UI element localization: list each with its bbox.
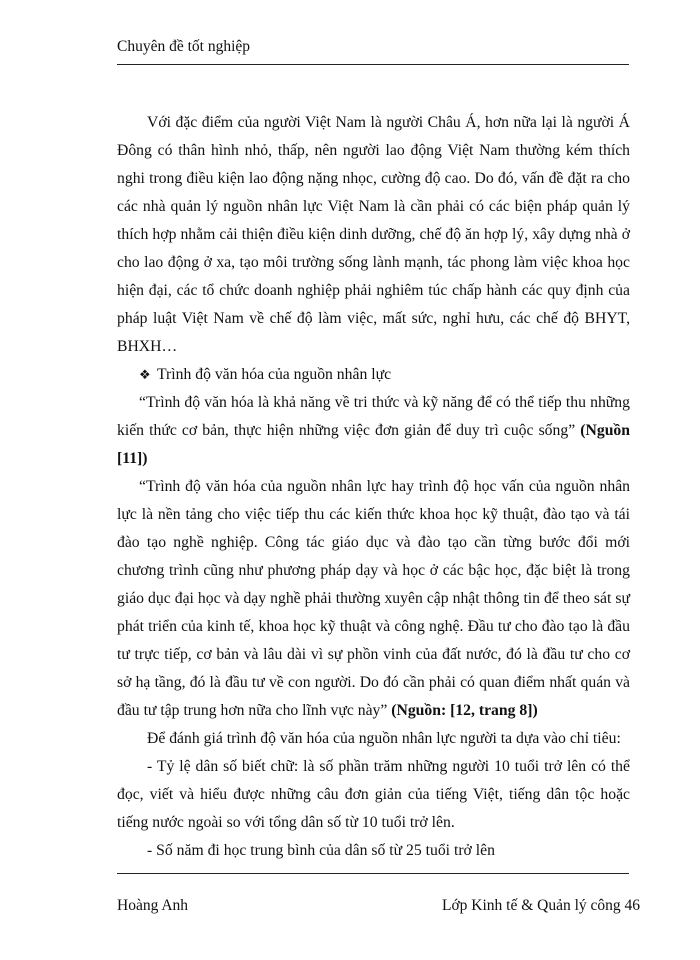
paragraph-physical-traits: Với đặc điểm của người Việt Nam là người Châu Á, hơn nữa lại là người Á Đông có thân hình nhỏ, thấp, nên người lao động Việt Nam thường kém thích nghi trong điều kiện lao động nặng nhọc, cường độ cao. Do đó, vấn đề đặt ra cho các nhà quản lý nguồn nhân lực Việt Nam là cần phải có các biện pháp quản lý thích hợp nhằm cải thiện điều kiện dinh dưỡng, chế độ ăn hợp lý, xây dựng nhà ở cho lao động ở xa, tạo môi trường sống lành mạnh, tác phong làm việc khoa học hiện đại, các tổ chức doanh nghiệp phải nghiêm túc chấp hành các quy định của pháp luật Việt Nam về chế độ làm việc, mất sức, nghỉ hưu, các chế độ BHYT, BHXH… (117, 114, 630, 355)
footer-author: Hoàng Anh (117, 897, 189, 914)
paragraph-indicators-intro: Để đánh giá trình độ văn hóa của nguồn nhân lực người ta dựa vào chỉ tiêu: (147, 730, 621, 747)
definition-source: (Nguồn [11]) (117, 422, 630, 467)
paragraph-definition (117, 389, 630, 473)
page-body (117, 109, 630, 865)
bullet-heading (117, 361, 630, 389)
education-source: (Nguồn: [12, trang 8]) (391, 702, 538, 719)
definition-quote: “Trình độ văn hóa là khả năng về tri thức và kỹ năng để có thể tiếp thu những kiến thức cơ bản, thực hiện những việc đơn giản để duy trì cuộc sống” (117, 394, 630, 439)
indicator-literacy-rate: - Tỷ lệ dân số biết chữ: là số phần trăm những người 10 tuổi trở lên có thể đọc, viết và hiểu được những câu đơn giản của tiếng Việt, tiếng dân tộc hoặc tiếng nước ngoài so với tổng dân số từ 10 tuổi trở lên. (117, 758, 630, 831)
bullet-heading-text: Trình độ văn hóa của nguồn nhân lực (157, 366, 392, 383)
footer-divider (117, 873, 629, 874)
header-divider (117, 64, 629, 65)
indicator-school-years: - Số năm đi học trung bình của dân số từ 25 tuổi trở lên (147, 842, 495, 859)
education-quote: “Trình độ văn hóa của nguồn nhân lực hay trình độ học vấn của nguồn nhân lực là nền tảng cho việc tiếp thu các kiến thức khoa học kỹ thuật, đào tạo và tái đào tạo nghề nghiệp. Công tác giáo dục và đào tạo cần từng bước đổi mới chương trình cũng như phương pháp dạy và học ở các bậc học, đặc biệt là trong giáo dục đại học và dạy nghề phải thường xuyên cập nhật thông tin để theo sát sự phát triển của kinh tế, khoa học kỹ thuật và công nghệ. Đầu tư cho đào tạo là đầu tư trực tiếp, cơ bản và lâu dài vì sự phồn vinh của đất nước, đó là đầu tư cho cơ sở hạ tầng, đó là đầu tư về con người. Do đó cần phải có quan điểm nhất quán và đầu tư tập trung hơn nữa cho lĩnh vực này” (117, 478, 630, 719)
paragraph-education-role (117, 473, 630, 725)
diamond-bullet-icon: ❖ (139, 367, 151, 382)
page-header-title: Chuyên đề tốt nghiệp (117, 38, 251, 55)
footer-class: Lớp Kinh tế & Quản lý công 46 (442, 897, 641, 914)
